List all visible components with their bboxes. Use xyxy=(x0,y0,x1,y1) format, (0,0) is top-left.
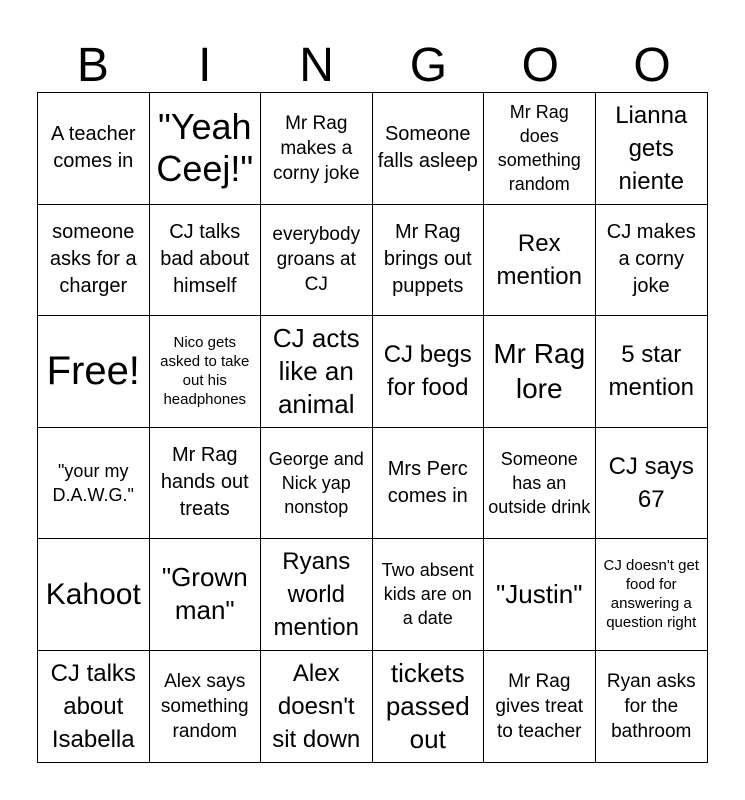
bingo-cell[interactable] xyxy=(484,651,596,763)
cell-text: Mr Rag gives treat to teacher xyxy=(495,670,584,742)
bingo-cell[interactable] xyxy=(150,205,262,317)
bingo-cell[interactable] xyxy=(261,205,373,317)
cell-text: everybody groans at CJ xyxy=(272,224,361,296)
cell-text: someone asks for a charger xyxy=(49,221,137,298)
header-letter: O xyxy=(521,39,559,92)
bingo-cell[interactable] xyxy=(261,93,373,205)
bingo-cell[interactable] xyxy=(596,539,708,651)
cell-text: Alex doesn't sit down xyxy=(272,659,361,753)
cell-text: "Yeah Ceej!" xyxy=(156,106,254,190)
bingo-cell free-space[interactable] xyxy=(38,316,150,428)
bingo-cell[interactable] xyxy=(484,316,596,428)
cell-text: Two absent kids are on a date xyxy=(381,560,474,629)
bingo-cell[interactable] xyxy=(373,651,485,763)
header-letter: G xyxy=(409,39,448,92)
bingo-cell[interactable] xyxy=(261,539,373,651)
bingo-cell[interactable] xyxy=(261,316,373,428)
cell-text: tickets passed out xyxy=(385,657,470,754)
bingo-cell[interactable] xyxy=(596,428,708,540)
cell-text: Ryans world mention xyxy=(273,547,359,641)
cell-text: Mr Rag makes a corny joke xyxy=(272,112,360,184)
bingo-cell[interactable] xyxy=(373,205,485,317)
bingo-cell[interactable] xyxy=(596,651,708,763)
cell-text: CJ makes a corny joke xyxy=(606,221,696,298)
bingo-cell[interactable] xyxy=(38,205,150,317)
cell-text: Free! xyxy=(46,349,140,394)
cell-text: Mr Rag does something random xyxy=(497,102,581,195)
bingo-cell[interactable] xyxy=(484,539,596,651)
cell-text: "Justin" xyxy=(496,578,583,609)
cell-text: Lianna gets niente xyxy=(615,101,688,195)
cell-text: Mr Rag lore xyxy=(493,338,586,405)
bingo-cell[interactable] xyxy=(484,428,596,540)
bingo-cell[interactable] xyxy=(596,316,708,428)
cell-text: Mrs Perc comes in xyxy=(387,457,468,507)
bingo-cell[interactable] xyxy=(373,316,485,428)
bingo-cell[interactable] xyxy=(38,428,150,540)
cell-text: CJ begs for food xyxy=(383,341,472,402)
bingo-cell[interactable] xyxy=(261,651,373,763)
bingo-cell[interactable] xyxy=(150,316,262,428)
cell-text: Nico gets asked to take out his headphones xyxy=(160,334,250,409)
bingo-card xyxy=(37,92,708,763)
cell-text: Kahoot xyxy=(45,577,141,611)
bingo-cell[interactable] xyxy=(150,428,262,540)
header-letter: I xyxy=(198,39,212,92)
bingo-cell[interactable] xyxy=(373,428,485,540)
cell-text: CJ says 67 xyxy=(608,452,694,513)
cell-text: CJ talks bad about himself xyxy=(160,221,250,298)
bingo-cell[interactable] xyxy=(261,428,373,540)
cell-text: "Grown man" xyxy=(161,562,248,626)
bingo-cell[interactable] xyxy=(150,539,262,651)
bingo-header xyxy=(37,38,708,94)
cell-text: George and Nick yap nonstop xyxy=(268,448,364,517)
cell-text: "your my D.A.W.G." xyxy=(52,460,134,505)
cell-text: Rex mention xyxy=(496,229,582,290)
cell-text: Someone has an outside drink xyxy=(488,448,591,517)
header-letter: B xyxy=(76,39,109,92)
bingo-cell[interactable] xyxy=(373,539,485,651)
cell-text: 5 star mention xyxy=(608,341,694,402)
bingo-cell[interactable] xyxy=(373,93,485,205)
bingo-cell[interactable] xyxy=(38,651,150,763)
cell-text: Someone falls asleep xyxy=(377,123,478,173)
bingo-cell[interactable] xyxy=(596,93,708,205)
cell-text: Mr Rag brings out puppets xyxy=(383,221,472,298)
bingo-cell[interactable] xyxy=(484,93,596,205)
cell-text: Mr Rag hands out treats xyxy=(160,444,249,521)
cell-text: Alex says something random xyxy=(160,670,249,742)
bingo-cell[interactable] xyxy=(150,651,262,763)
cell-text: CJ acts like an animal xyxy=(272,322,360,419)
cell-text: CJ talks about Isabella xyxy=(50,659,136,753)
cell-text: CJ doesn't get food for answering a question right xyxy=(603,557,699,632)
header-letter: N xyxy=(299,39,334,92)
bingo-cell[interactable] xyxy=(150,93,262,205)
bingo-cell[interactable] xyxy=(38,539,150,651)
bingo-cell[interactable] xyxy=(596,205,708,317)
bingo-cell[interactable] xyxy=(484,205,596,317)
cell-text: Ryan asks for the bathroom xyxy=(606,670,696,742)
header-letter: O xyxy=(633,39,671,92)
bingo-cell[interactable] xyxy=(38,93,150,205)
cell-text: A teacher comes in xyxy=(50,123,136,173)
